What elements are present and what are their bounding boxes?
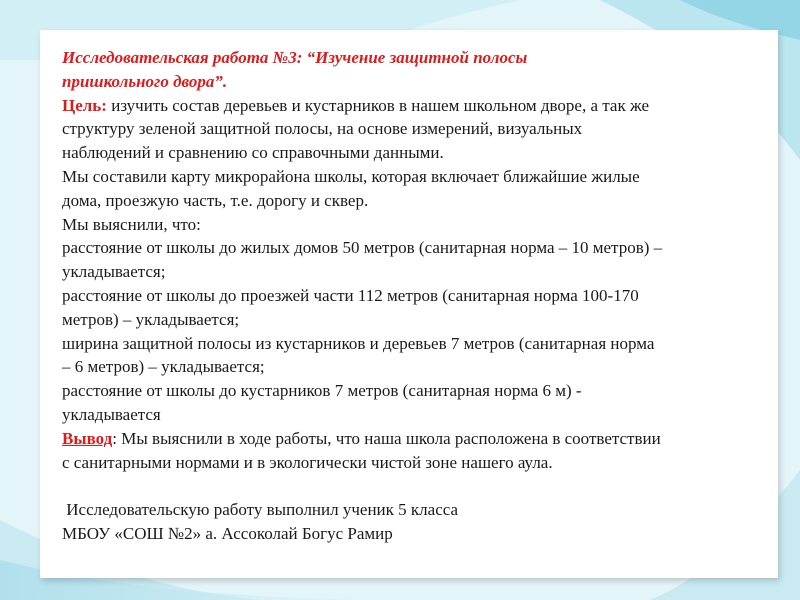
goal-text-3: наблюдений и сравнению со справочными данными. (62, 143, 444, 163)
conclusion-text-2: с санитарными нормами и в экологически чистой зоне нашего аула. (62, 452, 553, 472)
goal-text-2: структуру зеленой защитной полосы, на основе измерений, визуальных (62, 119, 583, 139)
finding-1-line-1: расстояние от школы до жилых домов 50 метров (санитарная норма – 10 метров) – (62, 238, 663, 258)
finding-3-line-2: – 6 метров) – укладывается; (62, 357, 265, 377)
conclusion-paragraph-line-1 (62, 427, 772, 451)
slide-title-line-2: пришкольного двора”. (62, 71, 228, 91)
author-line-2: МБОУ «СОШ №2» а. Ассоколай Богус Рамир (62, 523, 393, 543)
goal-label: Цель: (62, 95, 107, 115)
goal-text-1: изучить состав деревьев и кустарников в нашем школьном дворе, а так же (106, 95, 650, 115)
findings-intro: Мы выяснили, что: (62, 214, 201, 234)
finding-2-line-2: метров) – укладывается; (62, 309, 240, 329)
finding-2-line-1: расстояние от школы до проезжей части 112 метров (санитарная норма 100-170 (62, 285, 639, 305)
map-text-2: дома, проезжую часть, т.е. дорогу и сквер. (62, 190, 369, 210)
conclusion-label: Вывод (62, 428, 113, 448)
finding-4-line-1: расстояние от школы до кустарников 7 метров (санитарная норма 6 м) - (62, 381, 582, 401)
finding-1-line-2: укладывается; (62, 262, 166, 282)
conclusion-text-1: : Мы выяснили в ходе работы, что наша школа расположена в соответствии (112, 428, 661, 448)
map-text-1: Мы составили карту микрорайона школы, которая включает ближайшие жилые (62, 166, 640, 186)
finding-4-line-2: укладывается (62, 404, 161, 424)
slide-content (62, 46, 772, 546)
finding-3-line-1: ширина защитной полосы из кустарников и деревьев 7 метров (санитарная норма (62, 333, 655, 353)
slide-title-line-1: Исследовательская работа №3: “Изучение защитной полосы (62, 48, 528, 67)
spacer (62, 474, 772, 498)
author-line-1: Исследовательскую работу выполнил ученик 5 класса (62, 500, 459, 520)
goal-paragraph-line-1 (62, 94, 772, 118)
